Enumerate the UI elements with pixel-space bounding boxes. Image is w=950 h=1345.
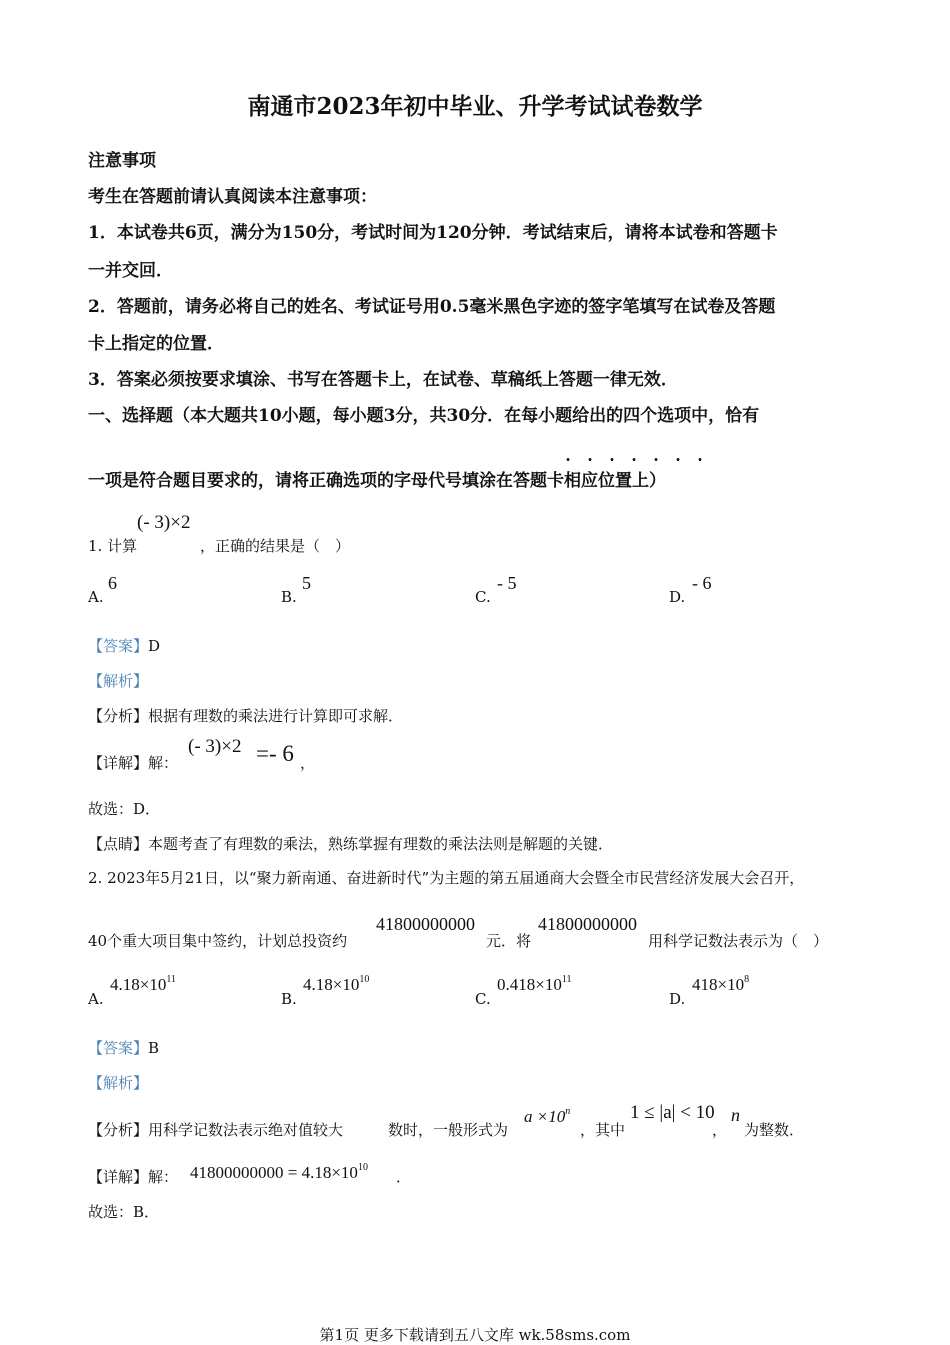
q1-answer — [88, 635, 160, 656]
q2-fenxi-text-c: ，其中 — [580, 1121, 626, 1139]
q1-analysis-tag: 【解析】 — [88, 672, 149, 690]
q1-detail-result: =- 6 — [256, 741, 294, 766]
q1-detail-tag: 【详解】 — [88, 754, 149, 772]
q1-option-b-value: 5 — [302, 573, 311, 593]
q2-option-b-letter: B. — [281, 990, 297, 1008]
q2-choose: 故选：B． — [88, 1203, 160, 1221]
q2-answer-value: B — [148, 1039, 160, 1057]
page-title: 南通市2023年初中毕业、升学考试试卷数学 — [247, 93, 703, 120]
q2-detail-tag: 【详解】 — [88, 1168, 149, 1186]
q2-fenxi-part-1 — [88, 1119, 343, 1140]
q2-fenxi-text-e: 为整数． — [744, 1121, 805, 1139]
q2-analysis-tag: 【解析】 — [88, 1074, 149, 1092]
q2-stem-line-2a: 40个重大项目集中签约，计划总投资约 — [88, 932, 348, 950]
q2-range: 1 ≤ |a| < 10 — [630, 1102, 715, 1123]
q1-option-c-letter: C. — [475, 588, 491, 606]
q2-answer — [88, 1037, 159, 1058]
q2-stem-line-2b: 元．将 — [486, 932, 532, 950]
q2-general-form — [524, 1107, 570, 1127]
q1-answer-value: D — [148, 637, 161, 655]
q2-form-base: a ×10 — [524, 1107, 566, 1126]
q1-option-a-letter: A. — [88, 588, 104, 606]
q2-detail-exp: 10 — [357, 1162, 368, 1173]
notice-item-2-line-1: 2．答题前，请务必将自己的姓名、考试证号用0.5毫米黑色字迹的签字笔填写在试卷及答题 — [88, 297, 776, 317]
q1-comment-tag: 【点睛】 — [88, 835, 149, 853]
q2-option-d-base: 418×10 — [692, 975, 745, 994]
q2-option-c-exp: 11 — [561, 974, 572, 985]
q1-option-d-value: - 6 — [692, 573, 712, 593]
q2-fenxi-tag: 【分析】 — [88, 1121, 149, 1139]
notice-item-2-line-2: 卡上指定的位置． — [88, 334, 224, 354]
q2-fenxi-text-d: ， — [712, 1121, 728, 1139]
q1-detail-expression: (- 3)×2 — [188, 736, 242, 757]
q1-stem-prefix: 1. 计算 — [88, 537, 138, 555]
q2-option-d-exp: 8 — [744, 974, 750, 985]
section-1-line-2: 一项是符合题目要求的，请将正确选项的字母代号填涂在答题卡相应位置上） — [88, 471, 666, 491]
q2-option-b-value — [303, 975, 369, 995]
notice-item-1-line-1: 1．本试卷共6页，满分为150分，考试时间为120分钟．考试结束后，请将本试卷和答题卡 — [88, 223, 778, 243]
notice-heading: 注意事项 — [88, 151, 156, 171]
q2-number-1: 41800000000 — [376, 914, 475, 934]
q1-detail-label — [88, 752, 178, 773]
q2-option-a-exp: 11 — [166, 974, 176, 985]
q1-option-b-letter: B. — [281, 588, 297, 606]
notice-item-3: 3．答案必须按要求填涂、书写在答题卡上，在试卷、草稿纸上答题一律无效． — [88, 370, 678, 390]
q1-option-d-letter: D. — [669, 588, 686, 606]
q1-stem-suffix: ，正确的结果是（ ） — [200, 537, 351, 555]
q2-option-d-letter: D. — [669, 990, 686, 1008]
q1-answer-tag: 【答案】 — [88, 637, 149, 655]
q2-option-a-base: 4.18×10 — [110, 975, 167, 994]
q2-detail-expression — [190, 1163, 368, 1183]
q2-fenxi-text-a: 用科学记数法表示绝对值较大 — [148, 1121, 344, 1139]
q2-option-a-value — [110, 975, 176, 995]
q1-comment-text: 本题考查了有理数的乘法，熟练掌握有理数的乘法法则是解题的关键． — [148, 835, 614, 853]
q1-fenxi — [88, 705, 403, 726]
q2-n-variable: n — [731, 1105, 740, 1125]
q2-stem-line-2c: 用科学记数法表示为（ ） — [648, 932, 829, 950]
emphasis-dots: · · · · · · · — [565, 450, 703, 469]
q1-fenxi-text: 根据有理数的乘法进行计算即可求解． — [148, 707, 404, 725]
q2-option-b-base: 4.18×10 — [303, 975, 360, 994]
q2-fenxi-text-b: 数时，一般形式为 — [388, 1121, 509, 1139]
q1-comment — [88, 833, 613, 854]
q2-detail-suffix: ． — [396, 1168, 412, 1186]
q1-option-a-value: 6 — [108, 573, 117, 593]
q2-option-b-exp: 10 — [359, 974, 370, 985]
q1-fenxi-tag: 【分析】 — [88, 707, 149, 725]
notice-item-1-line-2: 一并交回． — [88, 261, 173, 281]
q2-number-2: 41800000000 — [538, 914, 637, 934]
q2-answer-tag: 【答案】 — [88, 1039, 149, 1057]
q2-option-c-base: 0.418×10 — [497, 975, 562, 994]
q1-detail-prefix: 解： — [148, 754, 179, 772]
q2-option-c-value — [497, 975, 571, 995]
q1-detail-suffix: ， — [300, 754, 316, 772]
q2-stem-line-1: 2. 2023年5月21日，以“聚力新南通、奋进新时代”为主题的第五届通商大会暨全市民营经济发展大会召开， — [88, 869, 805, 887]
q1-choose: 故选：D． — [88, 800, 161, 818]
q2-option-d-value — [692, 975, 749, 995]
q1-expression: (- 3)×2 — [137, 512, 191, 533]
section-1-line-1: 一、选择题（本大题共10小题，每小题3分，共30分．在每小题给出的四个选项中，恰有 — [88, 406, 760, 426]
q2-option-c-letter: C. — [475, 990, 491, 1008]
q2-detail-label — [88, 1166, 178, 1187]
page-footer: 第1页 更多下载请到五八文库 wk.58sms.com — [319, 1326, 631, 1344]
q2-detail-expr: 41800000000 = 4.18×10 — [190, 1163, 358, 1182]
q2-form-exp: n — [565, 1106, 571, 1117]
q1-option-c-value: - 5 — [497, 573, 517, 593]
q2-detail-prefix: 解： — [148, 1168, 179, 1186]
q2-option-a-letter: A. — [88, 990, 104, 1008]
notice-intro: 考生在答题前请认真阅读本注意事项： — [88, 187, 377, 207]
